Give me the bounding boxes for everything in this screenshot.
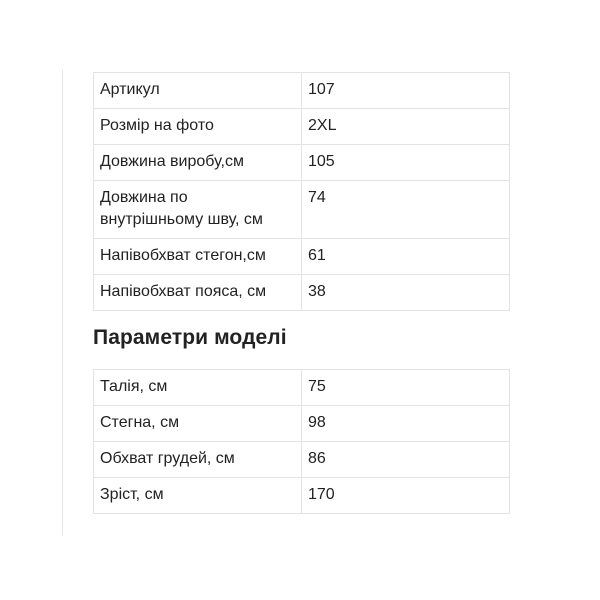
- param-label: Стегна, см: [94, 406, 302, 442]
- spec-label: Напівобхват стегон,см: [94, 239, 302, 275]
- spec-label: Напівобхват пояса, см: [94, 275, 302, 311]
- left-divider: [62, 70, 63, 535]
- table-row: [94, 478, 510, 514]
- table-row: [94, 370, 510, 406]
- param-value: 98: [302, 406, 510, 442]
- table-row: [94, 73, 510, 109]
- spec-value: 61: [302, 239, 510, 275]
- param-label: Зріст, см: [94, 478, 302, 514]
- spec-value: 105: [302, 145, 510, 181]
- model-params-table: [93, 369, 510, 514]
- spec-value: 38: [302, 275, 510, 311]
- param-value: 86: [302, 442, 510, 478]
- spec-label: Довжина по внутрішньому шву, см: [94, 181, 302, 239]
- param-label: Обхват грудей, см: [94, 442, 302, 478]
- spec-label: Довжина виробу,см: [94, 145, 302, 181]
- table-row: [94, 275, 510, 311]
- table-row: [94, 109, 510, 145]
- spec-label: Розмір на фото: [94, 109, 302, 145]
- spec-value: 2XL: [302, 109, 510, 145]
- table-row: [94, 239, 510, 275]
- param-value: 170: [302, 478, 510, 514]
- table-row: [94, 442, 510, 478]
- product-specs-table: [93, 72, 510, 311]
- spec-label: Артикул: [94, 73, 302, 109]
- param-value: 75: [302, 370, 510, 406]
- table-row: [94, 406, 510, 442]
- model-params-title: Параметри моделі: [93, 326, 287, 349]
- table-row: [94, 181, 510, 239]
- spec-value: 107: [302, 73, 510, 109]
- param-label: Талія, см: [94, 370, 302, 406]
- spec-value: 74: [302, 181, 510, 239]
- table-row: [94, 145, 510, 181]
